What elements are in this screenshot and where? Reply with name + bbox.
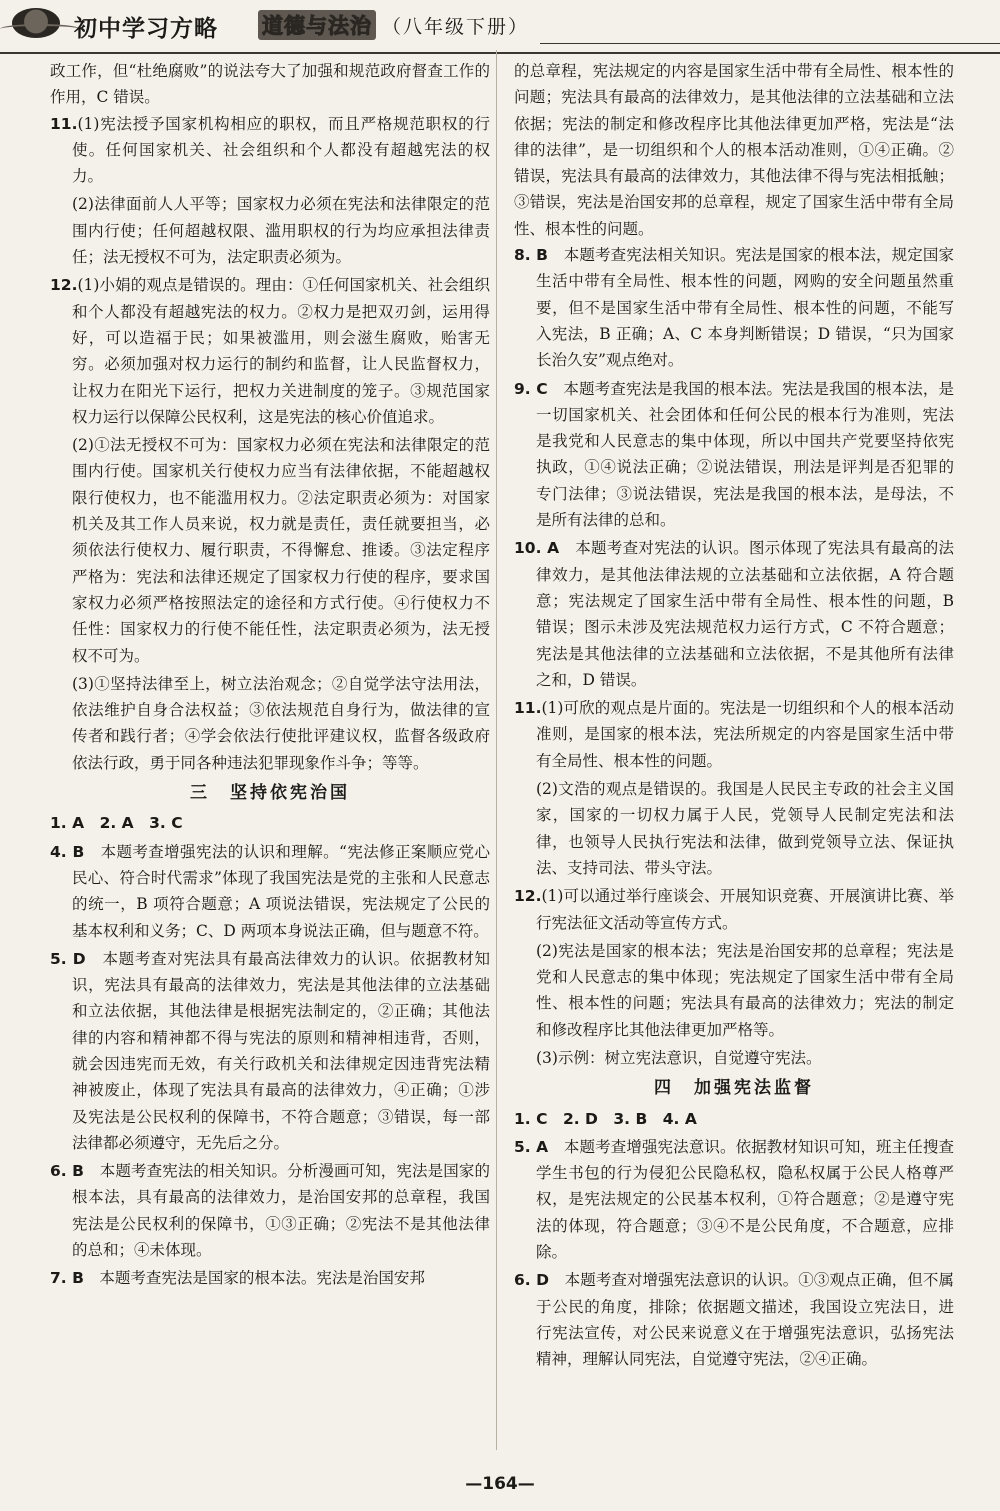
answer-text: 本题考查对增强宪法意识的认识。①③观点正确，但不属于公民的角度，排除；依据题文描述，我国设立宪法日，进行宪法宣传，对公民来说意义在于增强宪法意识，弘扬宪法精神，理解认同宪法，自觉遵守宪法，②④正确。	[536, 1271, 954, 1369]
answer-text: (1)小娟的观点是错误的。理由：①任何国家机关、社会组织和个人都没有超越宪法的权力。②权力是把双刃剑，运用得好，可以造福于民；如果被滥用，则会滋生腐败，贻害无穷。必须加强对权力运行的制约和监督，让人民监督权力，让权力在阳光下运行，把权力关进制度的笼子。③规范国家权力运行以保障公民权利，这是宪法的核心价值追求。	[72, 276, 490, 426]
answer-text: 本题考查宪法是我国的根本法。宪法是我国的根本法，是一切国家机关、社会团体和任何公民的根本行为准则，宪法是我党和人民意志的集中体现，所以中国共产党要坚持依宪执政，①④说法正确；②说法错误，刑法是评判是否犯罪的专门法律；③说法错误，宪法是我国的根本法，是母法，不是所有法律的总和。	[536, 379, 954, 530]
section-title-4: 四 加强宪法监督	[654, 1078, 814, 1099]
answer-text: 本题考查宪法相关知识。宪法是国家的根本法，规定国家生活中带有全局性、根本性的问题，网购的安全问题虽然重要，但不是国家生活中带有全局性、根本性的问题，不能写入宪法，B 正确；A、C 本身判断错误；D 错误，“只为国家长治久安”观点绝对。	[536, 246, 954, 370]
answer-12	[50, 272, 490, 430]
quick-answers: 1. C 2. D 3. B 4. A	[514, 1109, 697, 1128]
answer-number: 6. D	[514, 1271, 550, 1290]
continuation-text: 政工作，但“杜绝腐败”的说法夸大了加强和规范政府督查工作的作用，C 错误。	[50, 62, 490, 107]
answer-text: 本题考查对宪法具有最高法律效力的认识。依据教材知识，宪法具有最高的法律效力，宪法是其他法律的立法基础和立法依据，其他法律是根据宪法制定的，②正确；其他法律的内容和精神都不得与宪法的原则和精神相违背，否则，就会因违宪而无效，有关行政机关和法律规定因违背宪法精神被废止，体现了宪法具有最高的法律效力，④正确；①涉及宪法是公民权利的保障书，不符合题意；③错误，每一部法律都必须遵守，无先后之分。	[72, 949, 490, 1152]
answer-text: 本题考查增强宪法的认识和理解。“宪法修正案顺应党心民心、符合时代需求”体现了我国宪法是党的主张和人民意志的统一，B 项符合题意；A 项说法错误，宪法规定了公民的基本权利和义务；C、D 两项本身说法正确，但与题意不符。	[72, 842, 490, 940]
answer-10	[514, 535, 954, 693]
answer-12-part-2: (2)①法无授权不可为：国家权力必须在宪法和法律限定的范围内行使。国家机关行使权力应当有法律依据，不能超越权限行使权力，也不能滥用权力。②法定职责必须为：对国家机关及其工作人员来说，权力就是责任，责任就要担当，必须依法行使权力、履行职责，不得懈怠、推诿。③法定程序严格为：宪法和法律还规定了国家权力行使的程序，要求国家权力必须严格按照法定的途径和方式行使。④行使权力不任性：国家权力的行使不能任性，法定职责必须为，法无授权不可为。	[72, 436, 490, 665]
answer-text: 本题考查宪法的相关知识。分析漫画可知，宪法是国家的根本法，具有最高的法律效力，是治国安邦的总章程，我国宪法是公民权利的保障书，①③正确；②宪法不是其他法律的总和；④未体现。	[72, 1162, 490, 1260]
answer-number: 11.	[514, 699, 542, 718]
answer-number: 10. A	[514, 539, 560, 558]
quick-answers: 1. A 2. A 3. C	[50, 814, 183, 833]
subject-title: 道德与法治	[258, 10, 376, 40]
answer-8	[514, 242, 954, 373]
answer-number: 5. A	[514, 1137, 549, 1156]
answer-text: 本题考查增强宪法意识。依据教材知识可知，班主任搜查学生书包的行为侵犯公民隐私权，隐私权属于公民人格尊严权，是宪法规定的公民基本权利，①符合题意；②是遵守宪法的体现，符合题意；③④不是公民角度，不合题意，应排除。	[536, 1137, 954, 1262]
logo-swash-icon	[0, 24, 80, 34]
answer-number: 12.	[50, 276, 78, 295]
answer-11-part-2: (2)法律面前人人平等；国家权力必须在宪法和法律限定的范围内行使；任何超越权限、滥用职权的行为均应承担法律责任；法无授权不可为，法定职责必须为。	[72, 195, 490, 267]
answer-number: 8. B	[514, 246, 548, 265]
answer-12	[514, 883, 954, 936]
answer-11	[514, 695, 954, 774]
right-column	[514, 58, 954, 1375]
answer-4	[50, 839, 490, 944]
answer-11-part-2: (2)文浩的观点是错误的。我国是人民民主专政的社会主义国家，国家的一切权力属于人民，党领导人民制定宪法和法律，也领导人民执行宪法和法律，做到党领导立法、保证执法、支持司法、带头守法。	[536, 780, 954, 877]
answer-number: 6. B	[50, 1162, 84, 1181]
answer-12-part-3: (3)示例：树立宪法意识，自觉遵守宪法。	[536, 1048, 822, 1067]
answer-number: 4. B	[50, 842, 85, 861]
answer-number: 7. B	[50, 1269, 84, 1288]
grade-label: （八年级下册）	[382, 16, 530, 38]
page-number: —164—	[465, 1474, 535, 1494]
header-rule	[540, 43, 1000, 44]
answer-number: 12.	[514, 887, 542, 906]
section-title-3: 三 坚持依宪治国	[190, 783, 350, 804]
answer-text: 本题考查宪法是国家的根本法。宪法是治国安邦	[99, 1269, 425, 1288]
answer-text: 本题考查对宪法的认识。图示体现了宪法具有最高的法律效力，是其他法律法规的立法基础和立法依据，A 符合题意；宪法规定了国家生活中带有全局性、根本性的问题，B 错误；图示未涉及宪法规范权力运行方式，C 不符合题意；宪法是其他法律的立法基础和立法依据，不是其他所有法律之和，D 错误。	[536, 539, 954, 689]
answer-5	[514, 1134, 954, 1265]
continuation-text: 的总章程，宪法规定的内容是国家生活中带有全局性、根本性的问题；宪法具有最高的法律效力，是其他法律的立法基础和立法依据；宪法的制定和修改程序比其他法律更加严格，宪法是“法律的法律”，是一切组织和个人的根本活动准则，①④正确。②错误，宪法具有最高的法律效力，其他法律不得与宪法相抵触；③错误，宪法是治国安邦的总章程，规定了国家生活中带有全局性、根本性的问题。	[514, 62, 954, 238]
answer-number: 5. D	[50, 949, 86, 968]
answer-9	[514, 376, 954, 534]
answer-6	[514, 1267, 954, 1372]
page-header	[0, 0, 1000, 54]
answer-7	[50, 1265, 490, 1291]
answer-number: 11.	[50, 114, 78, 133]
answer-number: 9. C	[514, 379, 548, 398]
answer-text: (1)可欣的观点是片面的。宪法是一切组织和个人的根本活动准则，是国家的根本法，宪法所规定的内容是国家生活中带有全局性、根本性的问题。	[536, 699, 954, 770]
answer-6	[50, 1158, 490, 1263]
answer-5	[50, 946, 490, 1156]
book-title: 初中学习方略	[74, 16, 218, 42]
answer-text: (1)宪法授予国家机构相应的职权，而且严格规范职权的行使。任何国家机关、社会组织和个人都没有超越宪法的权力。	[72, 114, 490, 186]
answer-12-part-2: (2)宪法是国家的根本法；宪法是治国安邦的总章程；宪法是党和人民意志的集中体现；宪法规定了国家生活中带有全局性、根本性的问题；宪法具有最高的法律效力；宪法的制定和修改程序比其他法律更加严格等。	[536, 941, 954, 1039]
answer-text: (1)可以通过举行座谈会、开展知识竞赛、开展演讲比赛、举行宪法征文活动等宣传方式。	[536, 887, 954, 932]
answer-12-part-3: (3)①坚持法律至上，树立法治观念；②自觉学法守法用法，依法维护自身合法权益；③依法规范自身行为，做法律的宣传者和践行者；④学会依法行使批评建议权，监督各级政府依法行政，勇于同各种违法犯罪现象作斗争；等等。	[72, 674, 490, 772]
left-column	[50, 58, 490, 1294]
answer-11	[50, 111, 490, 190]
